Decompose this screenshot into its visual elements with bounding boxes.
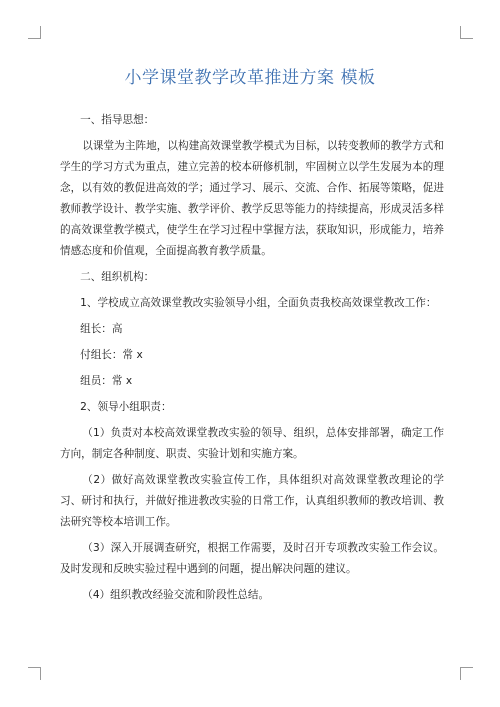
paragraph-duty-4: （4）组织教改经验交流和阶段性总结。 (82, 589, 270, 601)
paragraph-duty-1: （1）负责对本校高效课堂教改实验的领导、组织，总体安排部署，确定工作方向，制定各种制度、职责、实验计划和实施方案。 (60, 427, 444, 460)
document-title: 小学课堂教学改革推进方案 模板 (124, 68, 376, 88)
paragraph-group-duties: 2、领导小组职责： (80, 401, 172, 413)
paragraph-deputy-leader: 付组长：常 x (80, 349, 143, 361)
paragraph-duty-2: （2）做好高效课堂教改实验宣传工作，具体组织对高效课堂教改理论的学习、研讨和执行，并做好推进教改实验的日常工作，认真组织教师的教改培训、教法研究等校本培训工作。 (60, 474, 444, 528)
crop-mark-bottom-left (28, 667, 41, 680)
document-body (60, 110, 444, 611)
paragraph-leading-group: 1、学校成立高效课堂教改实验领导小组，全面负责我校高效课堂教改工作： (80, 297, 437, 309)
paragraph-group-leader: 组长：高 (80, 323, 123, 335)
paragraph-group-members: 组员：常 x (80, 375, 133, 387)
paragraph-duty-3: （3）深入开展调查研究，根据工作需要，及时召开专项教改实验工作会议。及时发现和反映实验过程中遇到的问题，提出解决问题的建议。 (60, 542, 444, 575)
paragraph-guiding-ideology: 以课堂为主阵地，以构建高效课堂教学模式为目标，以转变教师的教学方式和学生的学习方式为重点，建立完善的校本研修机制，牢固树立以学生发展为本的理念，以有效的教促进高效的学；通过学习、展示、交流、合作、拓展等策略，促进教师教学设计、教学实施、教学评价、教学反思等能力的持续提高，形成灵活多样的高效课堂教学模式，使学生在学习过程中掌握方法，获取知识，形成能力，培养情感态度和价值观，全面提高教育教学质量。 (60, 140, 444, 257)
crop-mark-bottom-right (460, 667, 473, 680)
crop-mark-top-right (460, 26, 473, 39)
section-heading-organization: 二、组织机构： (80, 271, 155, 283)
crop-mark-top-left (28, 26, 41, 39)
section-heading-guiding-ideology: 一、指导思想： (80, 114, 155, 126)
